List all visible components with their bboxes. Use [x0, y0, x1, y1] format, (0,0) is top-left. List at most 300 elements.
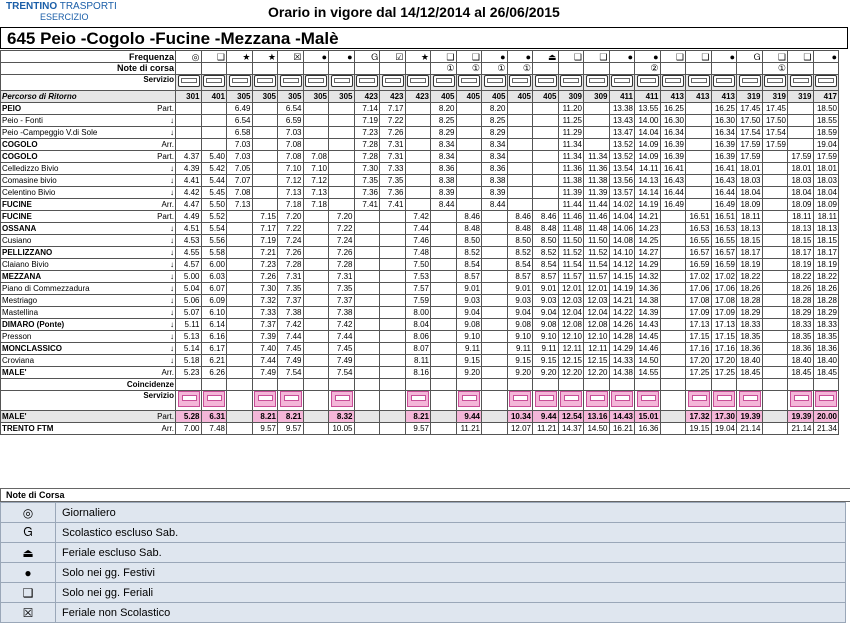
time-cell: 14.19	[609, 283, 635, 295]
time-cell: 5.23	[176, 367, 202, 379]
time-cell: 18.15	[788, 235, 814, 247]
notes-section	[0, 488, 850, 623]
time-cell: 5.44	[201, 175, 227, 187]
time-cell: 11.57	[558, 271, 584, 283]
time-cell	[303, 307, 329, 319]
time-cell: 8.06	[405, 331, 431, 343]
time-cell: 8.21	[405, 411, 431, 423]
time-cell: 16.39	[711, 151, 737, 163]
bus-icon	[815, 75, 837, 87]
time-cell: 9.08	[507, 319, 533, 331]
time-cell: 7.54	[278, 367, 304, 379]
time-cell	[354, 319, 380, 331]
stop-label	[1, 295, 176, 307]
time-cell: 18.36	[788, 343, 814, 355]
time-cell: 17.59	[813, 151, 839, 163]
time-cell	[762, 187, 788, 199]
notes-title: Note di Corsa	[0, 488, 850, 502]
time-cell: 6.03	[201, 271, 227, 283]
time-cell: 7.35	[278, 283, 304, 295]
stop-label	[1, 423, 176, 435]
stop-direction: Arr.	[161, 367, 174, 377]
note-marker: ①	[507, 63, 533, 75]
time-cell: 14.09	[635, 151, 661, 163]
time-cell: 16.43	[660, 175, 686, 187]
time-cell	[507, 127, 533, 139]
run-number: 405	[533, 91, 559, 103]
time-cell: 6.10	[201, 307, 227, 319]
time-cell: 11.48	[558, 223, 584, 235]
time-cell: 14.37	[558, 423, 584, 435]
time-cell	[482, 367, 508, 379]
time-cell: 17.13	[686, 319, 712, 331]
time-cell	[456, 187, 482, 199]
time-cell: 7.44	[405, 223, 431, 235]
frequency-symbol: Ꮐ	[354, 51, 380, 63]
time-cell: 16.53	[711, 223, 737, 235]
time-cell: 18.29	[737, 307, 763, 319]
route-title: 645 Peio -Cogolo -Fucine -Mezzana -Malè	[0, 27, 848, 49]
time-cell	[660, 295, 686, 307]
time-cell	[584, 115, 610, 127]
connection-cell	[660, 379, 686, 391]
time-cell: 7.13	[278, 187, 304, 199]
time-cell	[227, 307, 253, 319]
time-cell	[227, 295, 253, 307]
connection-cell	[354, 379, 380, 391]
time-cell	[252, 139, 278, 151]
time-cell	[456, 127, 482, 139]
time-cell: 13.52	[609, 151, 635, 163]
run-number: 401	[201, 91, 227, 103]
connection-cell	[635, 379, 661, 391]
frequency-symbol: ❑	[584, 51, 610, 63]
connection-cell	[201, 379, 227, 391]
time-cell: 16.43	[711, 175, 737, 187]
time-cell: 7.57	[405, 283, 431, 295]
time-cell	[303, 259, 329, 271]
stop-name: OSSANA	[2, 223, 37, 233]
bus-icon	[484, 75, 506, 87]
time-cell: 18.26	[788, 283, 814, 295]
stop-row	[1, 175, 839, 187]
note-marker	[711, 63, 737, 75]
run-number: 417	[813, 91, 839, 103]
frequency-symbol: ❑	[762, 51, 788, 63]
time-cell: 5.18	[176, 355, 202, 367]
time-cell: 7.19	[252, 235, 278, 247]
time-cell: 21.14	[788, 423, 814, 435]
time-cell	[431, 259, 457, 271]
time-cell: 17.50	[762, 115, 788, 127]
bus-icon	[458, 75, 480, 87]
time-cell: 8.11	[405, 355, 431, 367]
time-cell	[507, 187, 533, 199]
time-cell	[762, 411, 788, 423]
service-cell	[507, 75, 533, 91]
time-cell	[227, 319, 253, 331]
time-cell	[329, 187, 355, 199]
time-cell: 7.08	[278, 151, 304, 163]
time-cell: 9.08	[533, 319, 559, 331]
time-cell: 7.07	[227, 175, 253, 187]
time-cell	[405, 103, 431, 115]
run-number: 405	[507, 91, 533, 103]
time-cell: 17.59	[788, 151, 814, 163]
train-icon	[688, 391, 710, 407]
time-cell: 13.47	[609, 127, 635, 139]
time-cell: 4.53	[176, 235, 202, 247]
time-cell: 18.13	[737, 223, 763, 235]
time-cell: 14.14	[635, 187, 661, 199]
time-cell: 7.35	[354, 175, 380, 187]
time-cell	[686, 139, 712, 151]
train-service-cell	[482, 391, 508, 411]
time-cell: 18.03	[788, 175, 814, 187]
time-cell: 9.11	[456, 343, 482, 355]
service-cell	[533, 75, 559, 91]
time-cell: 9.15	[533, 355, 559, 367]
time-cell	[252, 187, 278, 199]
stop-label	[1, 307, 176, 319]
time-cell: 7.33	[380, 163, 406, 175]
time-cell: 9.20	[456, 367, 482, 379]
train-service-cell	[507, 391, 533, 411]
time-cell	[762, 223, 788, 235]
time-cell: 7.35	[329, 283, 355, 295]
legend-row	[1, 523, 846, 543]
time-cell: 7.37	[252, 319, 278, 331]
time-cell	[405, 127, 431, 139]
time-cell: 18.40	[813, 355, 839, 367]
note-marker	[660, 63, 686, 75]
time-cell: 7.24	[329, 235, 355, 247]
frequency-symbol: ★	[227, 51, 253, 63]
time-cell: 14.04	[635, 127, 661, 139]
time-cell: 14.02	[609, 199, 635, 211]
time-cell: 13.43	[609, 115, 635, 127]
legend-symbol-icon: ●	[1, 563, 56, 583]
time-cell: 7.20	[329, 211, 355, 223]
time-cell: 11.34	[558, 151, 584, 163]
time-cell: 11.29	[558, 127, 584, 139]
time-cell: 18.28	[813, 295, 839, 307]
stop-name: Celentino Bivio	[2, 187, 56, 197]
stop-row	[1, 151, 839, 163]
stop-row	[1, 103, 839, 115]
train-service-cell	[533, 391, 559, 411]
time-cell: 9.15	[456, 355, 482, 367]
time-cell	[660, 211, 686, 223]
time-cell: 5.52	[201, 211, 227, 223]
time-cell: 14.26	[609, 319, 635, 331]
time-cell: 14.39	[635, 307, 661, 319]
stop-label	[1, 151, 176, 163]
time-cell	[431, 319, 457, 331]
service-cell	[635, 75, 661, 91]
legend-symbol-icon: ◎	[1, 503, 56, 523]
time-cell: 18.19	[737, 259, 763, 271]
time-cell: 12.04	[584, 307, 610, 319]
bus-icon	[535, 75, 557, 87]
time-cell: 8.52	[533, 247, 559, 259]
stop-row	[1, 127, 839, 139]
time-cell	[431, 331, 457, 343]
time-cell	[482, 283, 508, 295]
time-cell: 18.19	[813, 259, 839, 271]
train-service-cell	[711, 391, 737, 411]
time-cell: 17.20	[686, 355, 712, 367]
time-cell: 7.35	[380, 175, 406, 187]
time-cell	[303, 271, 329, 283]
note-marker: ①	[762, 63, 788, 75]
stop-direction: ↓	[170, 307, 174, 317]
stop-label	[1, 103, 176, 115]
time-cell	[227, 259, 253, 271]
note-marker	[405, 63, 431, 75]
time-cell: 16.55	[711, 235, 737, 247]
stop-direction: ↓	[170, 223, 174, 233]
time-cell: 18.03	[737, 175, 763, 187]
time-cell	[660, 283, 686, 295]
time-cell	[762, 307, 788, 319]
time-cell	[507, 139, 533, 151]
time-cell: 7.45	[278, 343, 304, 355]
time-cell: 4.41	[176, 175, 202, 187]
time-cell: 16.59	[711, 259, 737, 271]
stop-name: Presson	[2, 331, 32, 341]
time-cell: 14.29	[635, 259, 661, 271]
service-cell	[456, 75, 482, 91]
time-cell: 7.37	[329, 295, 355, 307]
legend-symbol-icon: ⏏	[1, 543, 56, 563]
time-cell	[431, 235, 457, 247]
service-cell	[405, 75, 431, 91]
train-service-cell	[201, 391, 227, 411]
time-cell: 11.48	[584, 223, 610, 235]
time-cell: 9.10	[533, 331, 559, 343]
service-cell	[737, 75, 763, 91]
time-cell: 13.38	[609, 103, 635, 115]
train-service-cell	[227, 391, 253, 411]
time-cell: 18.36	[737, 343, 763, 355]
document-title: Orario in vigore dal 14/12/2014 al 26/06/2015	[268, 4, 560, 20]
time-cell: 12.20	[584, 367, 610, 379]
note-marker	[558, 63, 584, 75]
service-cell	[227, 75, 253, 91]
time-cell: 5.13	[176, 331, 202, 343]
time-cell	[533, 151, 559, 163]
time-cell	[660, 271, 686, 283]
top-bar	[0, 0, 850, 26]
time-cell: 7.49	[252, 367, 278, 379]
notes-label: Note di corsa	[1, 63, 176, 75]
time-cell	[380, 295, 406, 307]
time-cell: 8.36	[431, 163, 457, 175]
stop-direction: Arr.	[161, 139, 174, 149]
connections-row	[1, 379, 839, 391]
time-cell: 8.48	[507, 223, 533, 235]
time-cell: 7.28	[354, 139, 380, 151]
time-cell	[533, 175, 559, 187]
service-cell	[201, 75, 227, 91]
run-number: 423	[354, 91, 380, 103]
time-cell: 7.26	[329, 247, 355, 259]
stop-label	[1, 331, 176, 343]
time-cell: 9.01	[456, 283, 482, 295]
time-cell: 13.57	[609, 187, 635, 199]
connection-cell	[405, 379, 431, 391]
time-cell: 17.25	[686, 367, 712, 379]
frequency-symbol: ●	[303, 51, 329, 63]
time-cell: 8.34	[431, 139, 457, 151]
service-row	[1, 75, 839, 91]
time-cell: 5.40	[201, 151, 227, 163]
time-cell: 17.20	[711, 355, 737, 367]
time-cell	[533, 199, 559, 211]
bus-icon	[790, 75, 812, 87]
time-cell	[303, 355, 329, 367]
bus-icon	[280, 75, 302, 87]
time-cell: 7.44	[252, 355, 278, 367]
time-cell: 18.33	[788, 319, 814, 331]
time-cell: 17.32	[686, 411, 712, 423]
train-service-cell	[380, 391, 406, 411]
time-cell	[660, 223, 686, 235]
time-cell: 7.10	[278, 163, 304, 175]
service-cell	[762, 75, 788, 91]
male-departure-row	[1, 411, 839, 423]
time-cell	[762, 151, 788, 163]
time-cell: 18.09	[813, 199, 839, 211]
train-service-cell	[176, 391, 202, 411]
time-cell: 7.32	[252, 295, 278, 307]
legend-row	[1, 563, 846, 583]
time-cell: 18.03	[813, 175, 839, 187]
train-service-cell	[737, 391, 763, 411]
time-cell: 7.38	[329, 307, 355, 319]
time-cell	[227, 355, 253, 367]
train-icon	[280, 391, 302, 407]
time-cell	[686, 199, 712, 211]
time-cell	[303, 423, 329, 435]
time-cell: 18.04	[813, 187, 839, 199]
stop-label	[1, 139, 176, 151]
stop-label	[1, 283, 176, 295]
time-cell	[762, 235, 788, 247]
time-cell	[252, 127, 278, 139]
time-cell: 7.15	[252, 211, 278, 223]
time-cell: 18.26	[737, 283, 763, 295]
time-cell: 17.06	[711, 283, 737, 295]
train-service-cell	[584, 391, 610, 411]
stop-label	[1, 247, 176, 259]
time-cell: 8.21	[252, 411, 278, 423]
stop-row	[1, 259, 839, 271]
time-cell	[533, 187, 559, 199]
time-cell	[303, 319, 329, 331]
time-cell: 8.29	[431, 127, 457, 139]
time-cell: 17.02	[686, 271, 712, 283]
time-cell	[227, 271, 253, 283]
time-cell	[252, 175, 278, 187]
time-cell: 8.29	[482, 127, 508, 139]
time-cell	[660, 367, 686, 379]
train-icon	[611, 391, 633, 407]
stop-name: Comasine bivio	[2, 175, 57, 185]
note-marker	[252, 63, 278, 75]
time-cell: 12.04	[558, 307, 584, 319]
time-cell: 5.07	[176, 307, 202, 319]
time-cell: 18.22	[813, 271, 839, 283]
time-cell	[762, 211, 788, 223]
time-cell	[507, 151, 533, 163]
time-cell	[354, 295, 380, 307]
time-cell	[354, 247, 380, 259]
stop-label	[1, 199, 176, 211]
time-cell: 16.51	[711, 211, 737, 223]
time-cell: 7.03	[227, 139, 253, 151]
time-cell: 18.33	[737, 319, 763, 331]
frequency-symbol: ◎	[176, 51, 202, 63]
time-cell: 6.00	[201, 259, 227, 271]
time-cell: 8.39	[431, 187, 457, 199]
time-cell: 18.01	[737, 163, 763, 175]
stop-name: MONCLASSICO	[2, 343, 62, 353]
time-cell: 9.03	[456, 295, 482, 307]
time-cell: 18.09	[737, 199, 763, 211]
time-cell	[354, 235, 380, 247]
time-cell	[431, 411, 457, 423]
train-service-cell	[329, 391, 355, 411]
time-cell: 7.17	[380, 103, 406, 115]
stop-label	[1, 259, 176, 271]
stop-row	[1, 235, 839, 247]
time-cell	[252, 163, 278, 175]
time-cell	[507, 115, 533, 127]
bus-icon	[739, 75, 761, 87]
time-cell	[303, 247, 329, 259]
time-cell	[482, 423, 508, 435]
time-cell: 12.20	[558, 367, 584, 379]
time-cell	[405, 175, 431, 187]
bus-icon	[331, 75, 353, 87]
time-cell: 7.44	[329, 331, 355, 343]
time-cell: 14.22	[609, 307, 635, 319]
stop-row	[1, 367, 839, 379]
bus-icon	[688, 75, 710, 87]
time-cell	[303, 211, 329, 223]
time-cell: 8.52	[507, 247, 533, 259]
time-cell	[482, 355, 508, 367]
time-cell: 8.04	[405, 319, 431, 331]
time-cell: 14.09	[635, 139, 661, 151]
train-service-cell	[686, 391, 712, 411]
bus-icon	[509, 75, 531, 87]
time-cell: 9.10	[507, 331, 533, 343]
connection-cell	[711, 379, 737, 391]
time-cell: 10.05	[329, 423, 355, 435]
run-number: 305	[227, 91, 253, 103]
time-cell: 7.23	[354, 127, 380, 139]
time-cell: 14.27	[635, 247, 661, 259]
train-service-label: Servizio	[1, 391, 176, 411]
connection-cell	[686, 379, 712, 391]
stop-name: PELLIZZANO	[2, 247, 53, 257]
time-cell	[456, 163, 482, 175]
run-number: 319	[762, 91, 788, 103]
time-cell: 9.57	[405, 423, 431, 435]
